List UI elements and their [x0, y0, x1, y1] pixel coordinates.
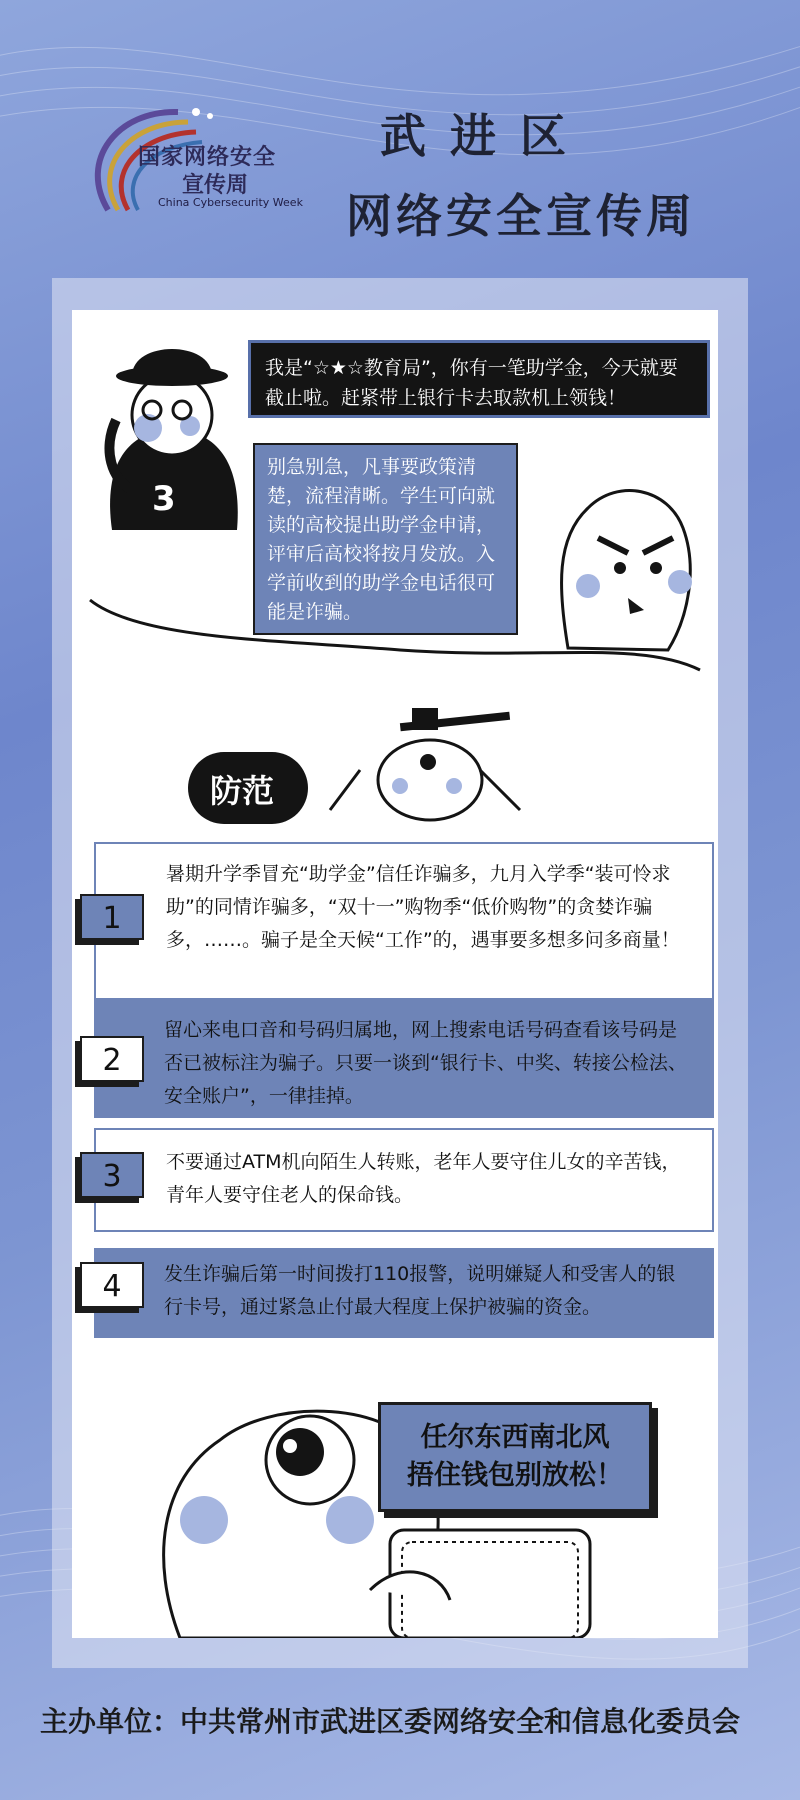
tip-2-text: 留心来电口音和号码归属地，网上搜索电话号码查看该号码是否已被标注为骗子。只要一谈到“银行卡、中奖、转接公检法、安全账户”，一律挂掉。 [164, 1019, 687, 1107]
organizer-label: 主办单位： [40, 1705, 181, 1738]
tip-3-number: 3 [80, 1152, 144, 1198]
slogan-box [378, 1402, 652, 1512]
reply-speech-text: 别急别急，凡事要政策清楚，流程清晰。学生可向就读的高校提出助学金申请，评审后高校将按月发放。入学前收到的助学金电话很可能是诈骗。 [267, 456, 496, 623]
logo-subtitle: 宣传周 [182, 173, 249, 198]
prevention-label-bubble [188, 752, 308, 824]
prevention-label: 防范 [210, 772, 275, 810]
tip-4-text: 发生诈骗后第一时间拨打110报警，说明嫌疑人和受害人的银行卡号，通过紧急止付最大程度上保护被骗的资金。 [164, 1263, 676, 1318]
scammer-speech-bubble [248, 340, 710, 418]
scammer-badge: 3 [152, 479, 176, 519]
organizer-footer [40, 1700, 740, 1740]
page-title-district: 武进区 [380, 109, 590, 163]
tip-4 [94, 1248, 714, 1338]
cybersecurity-week-logo [78, 100, 308, 220]
slogan-line-1: 任尔东西南北风 [420, 1422, 610, 1453]
logo-title: 国家网络安全 [138, 145, 277, 170]
tip-1-number: 1 [80, 894, 144, 940]
divider-line-icon [80, 580, 720, 700]
tip-1 [94, 842, 714, 1000]
tip-2 [94, 1000, 714, 1118]
organizer-name: 中共常州市武进区委网络安全和信息化委员会 [180, 1705, 741, 1738]
tip-1-text: 暑期升学季冒充“助学金”信任诈骗多，九月入学季“装可怜求助”的同情诈骗多，“双十一”购物季“低价购物”的贪婪诈骗多，……。骗子是全天候“工作”的，遇事要多想多问多商量！ [166, 863, 680, 951]
tip-4-number: 4 [80, 1262, 144, 1308]
tip-3 [94, 1128, 714, 1232]
scammer-speech-text: 我是“☆★☆教育局”，你有一笔助学金，今天就要截止啦。赶紧带上银行卡去取款机上领钱！ [265, 357, 678, 409]
tip-3-text: 不要通过ATM机向陌生人转账，老年人要守住儿女的辛苦钱，青年人要守住老人的保命钱。 [166, 1151, 681, 1206]
slogan-line-2: 捂住钱包别放松！ [407, 1460, 623, 1491]
page-title-week: 网络安全宣传周 [346, 189, 696, 243]
logo-english: China Cybersecurity Week [158, 196, 303, 209]
knocked-character-icon [320, 700, 540, 840]
scammer-figure-icon [92, 330, 252, 530]
tip-2-number: 2 [80, 1036, 144, 1082]
